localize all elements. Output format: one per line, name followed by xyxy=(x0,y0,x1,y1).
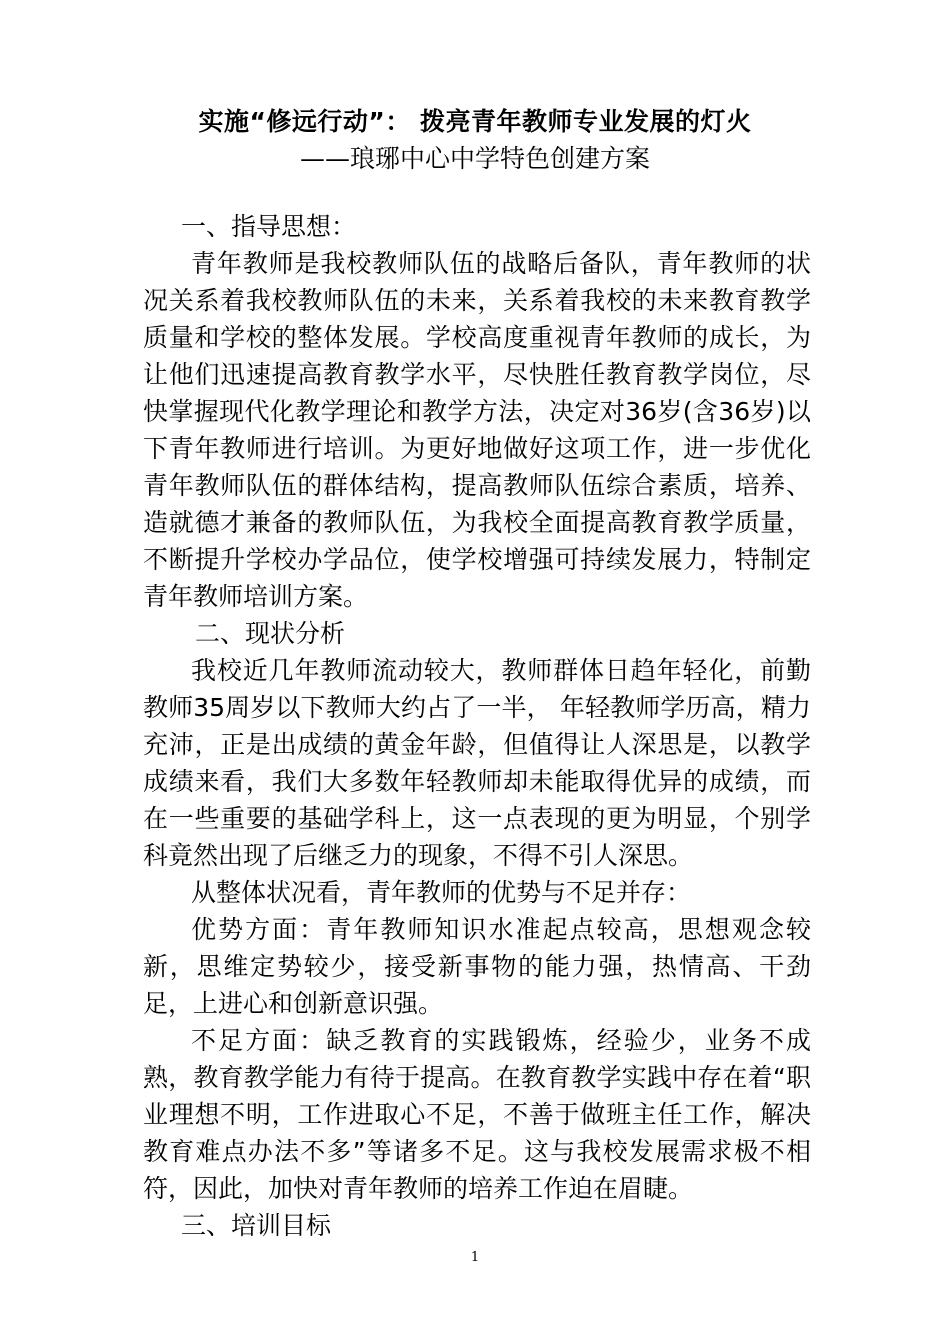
paragraph-advantages: 优势方面：青年教师知识水准起点较高，思想观念较新，思维定势较少，接受新事物的能力强，热情高、干劲足，上进心和创新意识强。 xyxy=(143,915,811,1018)
section-heading-training-goals: 三、培训目标 xyxy=(181,1211,332,1240)
document-title: 实施“修远行动”： 拨亮青年教师专业发展的灯火 xyxy=(198,107,752,136)
paragraph-overall-status: 从整体状况看，青年教师的优势与不足并存： xyxy=(191,878,692,907)
page-number: 1 xyxy=(470,1250,480,1265)
paragraph-status-analysis: 我校近几年教师流动较大，教师群体日趋年轻化，前勤教师35周岁以下教师大约占了一半， 年轻教师学历高，精力充沛，正是出成绩的黄金年龄，但值得让人深思是，以教学成绩来看，我们大多数年轻教师却未能取得优异的成绩，而在一些重要的基础学科上，这一点表现的更为明显，个别学科竟然出现了后继乏力的现象，不得不引人深思。 xyxy=(143,656,811,870)
section-heading-guiding-ideology: 一、指导思想： xyxy=(181,212,357,241)
document-body xyxy=(143,208,811,1244)
paragraph-shortcomings: 不足方面：缺乏教育的实践锻炼，经验少，业务不成熟，教育教学能力有待于提高。在教育教学实践中存在着“职业理想不明，工作进取心不足，不善于做班主任工作，解决教育难点办法不多”等诸多不足。这与我校发展需求极不相符，因此，加快对青年教师的培养工作迫在眉睫。 xyxy=(143,1026,811,1203)
paragraph-guiding-ideology: 青年教师是我校教师队伍的战略后备队，青年教师的状况关系着我校教师队伍的未来，关系着我校的未来教育教学质量和学校的整体发展。学校高度重视青年教师的成长，为让他们迅速提高教育教学水平，尽快胜任教育教学岗位，尽快掌握现代化教学理论和教学方法，决定对36岁(含36岁)以下青年教师进行培训。为更好地做好这项工作，进一步优化青年教师队伍的群体结构，提高教师队伍综合素质，培养、造就德才兼备的教师队伍，为我校全面提高教育教学质量，不断提升学校办学品位，使学校增强可持续发展力，特制定青年教师培训方案。 xyxy=(143,249,811,611)
section-heading-status-analysis: 二、现状分析 xyxy=(195,619,346,648)
document-subtitle: ——琅琊中心中学特色创建方案 xyxy=(299,144,650,173)
